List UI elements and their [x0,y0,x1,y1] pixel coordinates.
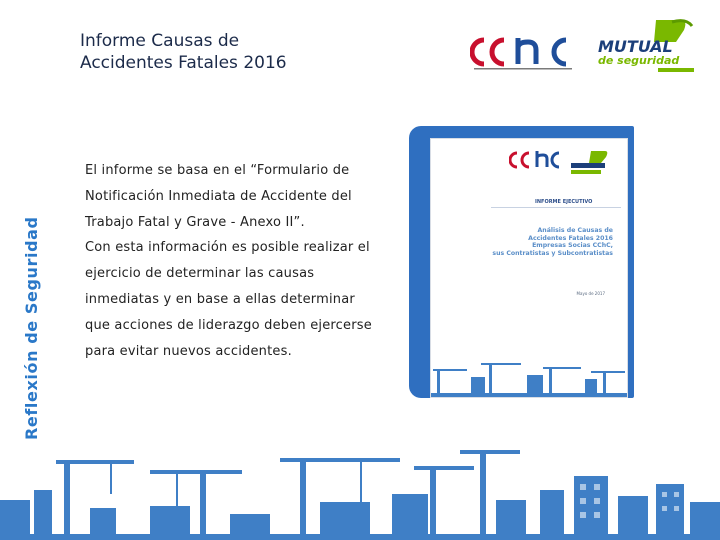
cover-title-line-2: Accidentes Fatales 2016 [528,234,613,242]
cover-date: Mayo de 2017 [576,291,605,296]
construction-skyline [0,430,720,540]
body-line-6: inmediatas y en base a ellas determinar [85,291,355,307]
body-line-7: que acciones de liderazgo deben ejercerse [85,317,372,333]
cover-title-line-1: Análisis de Causas de [537,227,613,234]
cchc-logo [470,36,575,72]
cover-title [443,227,613,257]
body-line-2: Notificación Inmediata de Accidente del [85,188,352,204]
cover-skyline [431,357,627,397]
mutual-logo-text-1: MUTUAL [598,37,673,56]
side-label-text: Reflexión de Seguridad [22,216,41,440]
body-line-5: ejercicio de determinar las causas [85,266,315,282]
cover-title-line-3: Empresas Socias CChC, [532,242,613,250]
report-cover-image [430,138,628,398]
page-title-line-1: Informe Causas de [80,31,240,51]
cover-title-line-4: sus Contratistas y Subcontratistas [492,249,613,257]
body-line-3: Trabajo Fatal y Grave - Anexo II”. [85,214,305,230]
body-line-4: Con esta información es posible realizar el [85,240,370,256]
body-line-8: para evitar nuevos accidentes. [85,343,292,359]
cover-exec-label: INFORME EJECUTIVO [535,199,593,205]
mutual-logo [596,18,696,74]
cover-divider [491,207,621,208]
page-title [80,30,287,74]
body-line-1: El informe se basa en el “Formulario de [85,163,350,178]
page-title-line-2: Accidentes Fatales 2016 [80,53,287,73]
mutual-logo-text-2: de seguridad [598,54,680,67]
side-label [14,170,54,440]
cover-logos [509,149,617,179]
body-text [85,160,395,366]
